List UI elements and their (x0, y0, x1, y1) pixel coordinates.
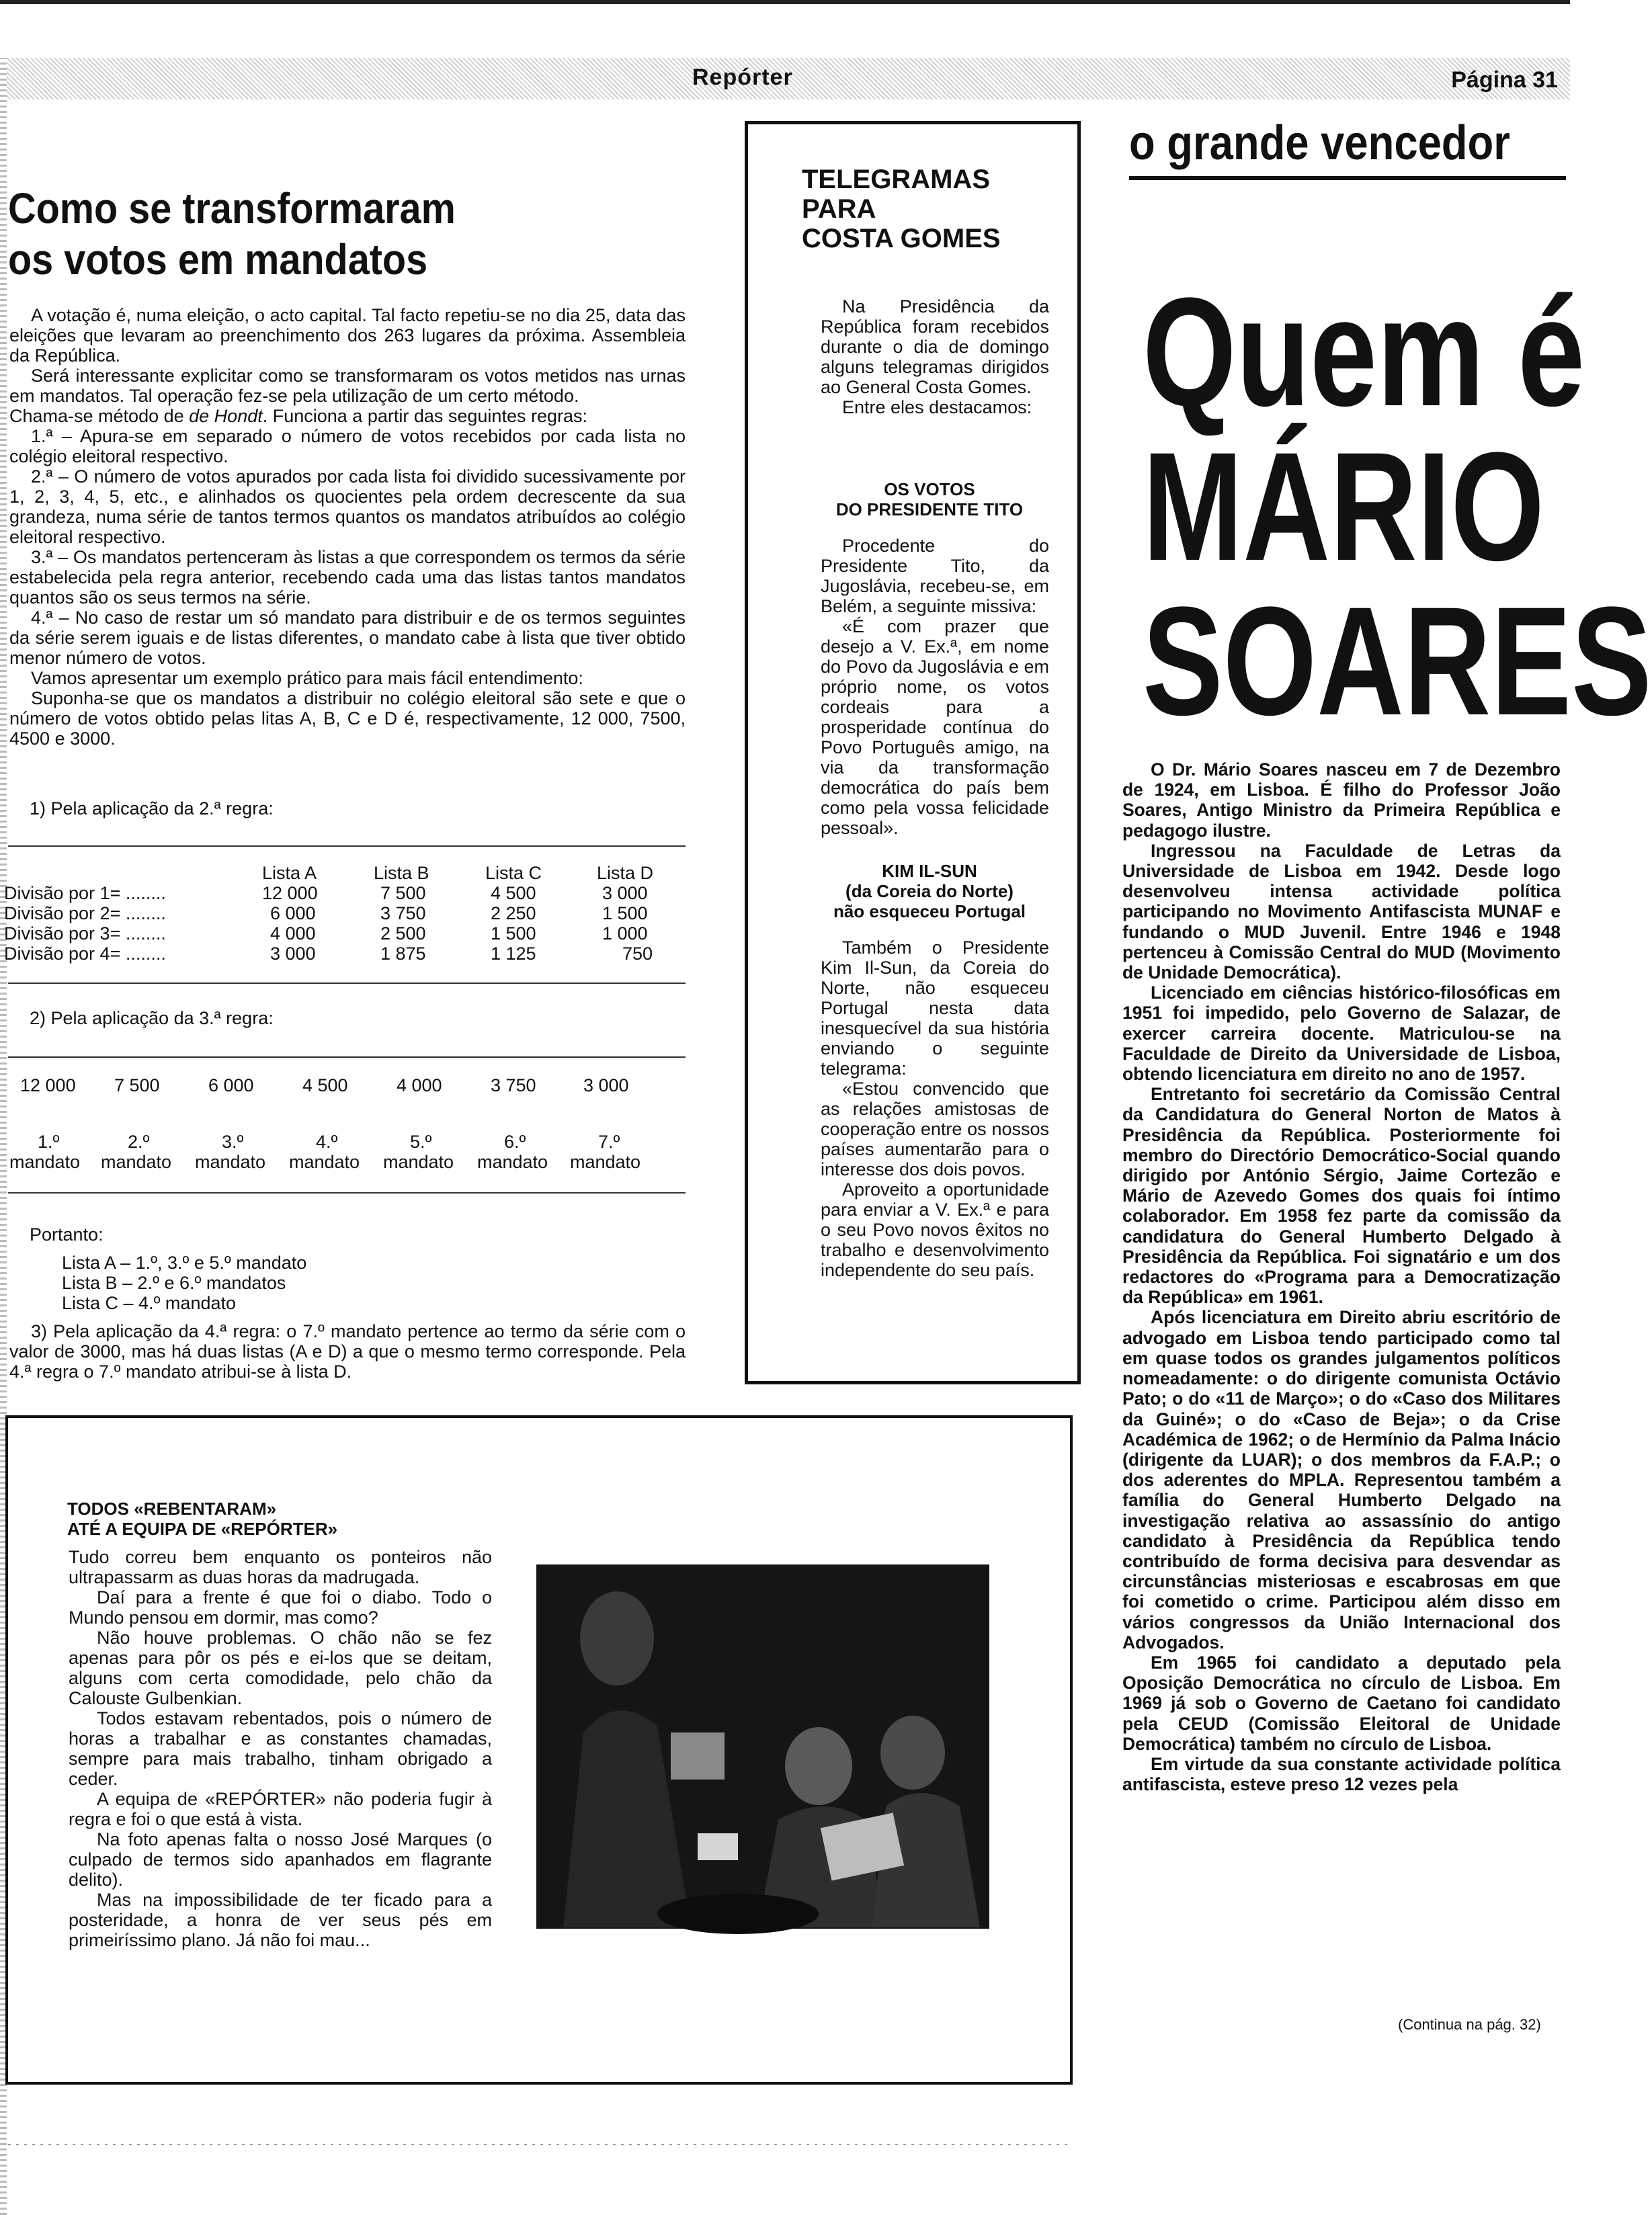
series-value: 12 000 (20, 1075, 76, 1095)
table-cell: 12 000 (262, 883, 318, 903)
row-label: Divisão por 3= ........ (4, 923, 166, 944)
mandate-number: 7.º (598, 1132, 620, 1152)
example-setup: Suponha-se que os mandatos a distribuir no colégio eleitoral são sete e que o número de votos obtido pelas litas A, B, C e D é, respectivamente, 12 000, 7500, 4500 e 3000. (9, 688, 686, 749)
row-label: Divisão por 4= ........ (4, 944, 166, 964)
table-cell: 750 (622, 944, 653, 964)
rule-2: 2.ª – O número de votos apurados por cada lista foi dividido sucessivamente por 1, 2, 3, 4, 5, etc., e alinhados os quocientes pela ordem decrescente da sua grandeza, numa série de tantos termos quantos os mandatos atribuídos ao colégio eleitoral respectivo. (9, 466, 686, 547)
mandate-number: 6.º (504, 1132, 526, 1152)
step-3-paragraph: 3) Pela aplicação da 4.ª regra: o 7.º mandato pertence ao termo da série com o valor de 3000, mas há duas listas (A e D) a que o mesmo termo corresponde. Pela 4.ª regra o 7.º mandato atribui-se à lista D. (9, 1321, 686, 1382)
article-title-line-1: Como se transformaram (8, 184, 456, 233)
mandate-word: mandato (195, 1152, 266, 1172)
rule-4: 4.ª – No caso de restar um só mandato para distribuir e de os termos seguintes da série serem iguais e de listas diferentes, o mandato cabe à lista que tiver obtido menor número de votos. (9, 608, 686, 668)
mandate-number: 4.º (316, 1132, 338, 1152)
series-value: 4 500 (302, 1075, 348, 1095)
portanto-label: Portanto: (30, 1224, 104, 1245)
mandate-word: mandato (570, 1152, 641, 1172)
table-cell: 7 500 (380, 883, 426, 903)
top-rule (0, 0, 1570, 4)
team-photo (536, 1564, 989, 1929)
table-cell: 4 000 (270, 923, 316, 944)
page-number: Página 31 (1451, 67, 1558, 93)
mandate-word: mandato (9, 1152, 81, 1172)
telegrams-title-line: COSTA GOMES (802, 224, 1001, 253)
telegrams-intro-text: Na Presidência da República foram recebidos durante o dia de domingo alguns telegramas dirigidos ao General Costa Gomes. (821, 296, 1049, 397)
method-name: de Hondt (189, 406, 263, 426)
kicker-rule (1129, 176, 1566, 180)
table-cell: 2 250 (491, 903, 536, 923)
step-2-label: 2) Pela aplicação da 3.ª regra: (30, 1008, 274, 1028)
publication-name: Repórter (692, 65, 793, 90)
continued-link[interactable]: (Continua na pág. 32) (1398, 2016, 1541, 2033)
series-table (0, 1075, 686, 1183)
bio-paragraph: Ingressou na Faculdade de Letras da Universidade de Lisboa em 1942. Desde logo desenvolveu intensa actividade política participando no Movimento Antifascista MUNAF e fundando o MUD Juvenil. Entre 1946 e 1948 pertenceu à Comissão Central do MUD (Movimento de Unidade Democrática). (1122, 840, 1561, 983)
subhead-line: OS VOTOS (884, 479, 975, 499)
bio-paragraph: O Dr. Mário Soares nasceu em 7 de Dezembro de 1924, em Lisboa. É filho do Professor João Soares, Antigo Ministro da Primeira República e pedagogo ilustre. (1122, 759, 1561, 841)
subhead-line: não esqueceu Portugal (833, 901, 1026, 921)
mandate-word: mandato (101, 1152, 172, 1172)
table-cell: 1 875 (380, 944, 426, 964)
table-top-rule (8, 845, 686, 847)
kim-message: «Estou convencido que as relações amistosas de cooperação entre os nossos países aumentarão para o interesse dos dois povos. (821, 1079, 1049, 1179)
row-label: Divisão por 1= ........ (4, 883, 166, 903)
table-header-lista-d: Lista D (597, 863, 654, 883)
bottom-dotted-line (8, 2144, 1070, 2145)
telegrams-title (802, 165, 1001, 253)
box-paragraph: Não houve problemas. O chão não se fez apenas para pôr os pés e ei-los que se deitam, alguns com certa comodidade, pelo chão da Calouste Gulbenkian. (69, 1628, 492, 1708)
sidebar-box (5, 1415, 1073, 2085)
step-3-text (9, 1321, 686, 1382)
table-bottom-rule (8, 983, 686, 984)
table-cell: 4 500 (491, 883, 536, 903)
mandate-number: 2.º (128, 1132, 150, 1152)
telegrams-title-line: TELEGRAMAS (802, 165, 990, 194)
series-value: 7 500 (114, 1075, 160, 1095)
row-label: Divisão por 2= ........ (4, 903, 166, 923)
subhead-line: KIM IL-SUN (882, 861, 977, 881)
tito-intro: Procedente do Presidente Tito, da Jugoslávia, recebeu-se, em Belém, a seguinte missiva: (821, 536, 1049, 616)
subhead-line: DO PRESIDENTE TITO (835, 499, 1024, 519)
kim-telegram (821, 937, 1049, 1280)
bio-paragraph: Em virtude da sua constante actividade política antifascista, esteve preso 12 vezes pela (1122, 1753, 1561, 1795)
result-lista-a: Lista A – 1.º, 3.º e 5.º mandato (62, 1253, 307, 1273)
bio-paragraph: Após licenciatura em Direito abriu escritório de advogado em Lisboa tendo participado como tal em quase todos os grandes julgamentos políticos nomeadamente: o do dirigente comunista Octávio Pato; o do «11 de Março»; o do «Caso dos Militares da Guiné»; o do «Caso de Beja»; o da Crise Académica de 1962; o de Hermínio da Palma Inácio (dirigente da LUAR); o dos membros da F.A.P.; o dos aderentes do MPLA. Representou também a família do General Humberto Delgado na investigação relativa ao assassínio do antigo candidato à Presidência da República tendo contribuído de forma decisiva para desvendar as circunstâncias misteriosas e escabrosas em que foi cometido o crime. Participou além disso em vários congressos da União Internacional dos Advogados. (1122, 1307, 1561, 1653)
mandate-word: mandato (383, 1152, 454, 1172)
box-heading (67, 1499, 337, 1539)
mandate-number: 1.º (38, 1132, 60, 1152)
series-value: 3 000 (583, 1075, 629, 1095)
table-cell: 1 500 (491, 923, 536, 944)
table-header-lista-c: Lista C (485, 863, 542, 883)
method-post: . Funciona a partir das seguintes regras: (262, 406, 587, 426)
article-title-line-2: os votos em mandatos (8, 235, 428, 284)
series-value: 6 000 (208, 1075, 254, 1095)
article-body (9, 305, 686, 749)
tito-telegram (821, 536, 1049, 838)
mandate-number: 5.º (410, 1132, 432, 1152)
article-title (8, 183, 613, 285)
bio-paragraph: Em 1965 foi candidato a deputado pela Oposição Democrática no círculo de Lisboa. Em 1969 já sob o Governo de Caetano foi candidato pela CEUD (Comissão Eleitoral de Unidade Democrática) também no círculo de Lisboa. (1122, 1652, 1561, 1754)
example-intro: Vamos apresentar um exemplo prático para mais fácil entendimento: (31, 668, 583, 688)
step-1-label: 1) Pela aplicação da 2.ª regra: (30, 798, 274, 819)
rule-3: 3.ª – Os mandatos pertenceram às listas a que correspondem os termos da série estabelecida pela regra anterior, recebendo cada uma das listas tantos mandatos quantos são os seus termos na série. (9, 547, 686, 608)
mandate-word: mandato (289, 1152, 360, 1172)
kicker-headline: o grande vencedor (1129, 116, 1510, 170)
box-heading-line: TODOS «REBENTARAM» (67, 1499, 277, 1519)
kim-message-2: Aproveito a oportunidade para enviar a V. Ex.ª e para o seu Povo novos êxitos no trabalho e desenvolvimento independente do seu país. (821, 1179, 1049, 1280)
table-cell: 1 125 (491, 944, 536, 964)
headline-line-2: MÁRIO (1143, 420, 1544, 593)
box-paragraph: Na foto apenas falta o nosso José Marques (o culpado de termos sido apanhados em flagrante delito). (69, 1829, 492, 1890)
tito-message: «É com prazer que desejo a V. Ex.ª, em nome do Povo da Jugoslávia e em próprio nome, os votos cordeais para a prosperidade contínua do Povo Português amigo, na via da transformação democrática do país bem como pela vossa felicidade pessoal». (821, 616, 1049, 838)
box-paragraph: Mas na impossibilidade de ter ficado para a posteridade, a honra de ver seus pés em primeiríssimo plano. Já não foi mau... (69, 1890, 492, 1950)
rule-1: 1.ª – Apura-se em separado o número de votos recebidos por cada lista no colégio eleitoral respectivo. (9, 426, 686, 466)
box-paragraph: Daí para a frente é que foi o diabo. Todo o Mundo pensou em dormir, mas como? (69, 1587, 492, 1628)
table-cell: 1 000 (602, 923, 648, 944)
table-header-lista-a: Lista A (262, 863, 317, 883)
headline-line-1: Quem é (1143, 265, 1585, 438)
division-table (0, 863, 686, 970)
series-value: 3 750 (491, 1075, 536, 1095)
mandate-word: mandato (477, 1152, 548, 1172)
headline-line-3: SOARES (1143, 575, 1652, 747)
mandate-number: 3.º (222, 1132, 244, 1152)
table-cell: 3 000 (602, 883, 648, 903)
series-value: 4 000 (397, 1075, 442, 1095)
subhead-line: (da Coreia do Norte) (845, 881, 1014, 901)
method-line (9, 406, 686, 426)
biography-body (1122, 759, 1561, 1794)
series-bottom-rule (8, 1192, 686, 1194)
results-list (62, 1253, 306, 1313)
body-paragraph: Será interessante explicitar como se transformaram os votos metidos nas urnas em mandatos. Tal operação fez-se pela utilização de um certo método. (9, 366, 686, 406)
box-paragraph: Todos estavam rebentados, pois o número de horas a trabalhar e as constantes chamadas, sempre para mais trabalho, tinham obrigado a ceder. (69, 1708, 492, 1789)
telegrams-title-line: PARA (802, 194, 876, 224)
table-cell: 1 500 (602, 903, 648, 923)
subhead-tito (788, 479, 1071, 519)
box-heading-line: ATÉ A EQUIPA DE «REPÓRTER» (67, 1519, 338, 1539)
table-cell: 2 500 (380, 923, 426, 944)
table-header-lista-b: Lista B (374, 863, 429, 883)
team-photo-illustration (536, 1564, 989, 1929)
body-paragraph: A votação é, numa eleição, o acto capital. Tal facto repetiu-se no dia 25, data das eleições que levaram ao preenchimento dos 263 lugares da próxima. Assembleia da República. (9, 305, 686, 366)
series-top-rule (8, 1056, 686, 1058)
page-header (0, 58, 1570, 99)
result-lista-b: Lista B – 2.º e 6.º mandatos (62, 1273, 286, 1293)
box-paragraph: A equipa de «REPÓRTER» não poderia fugir à regra e foi o que está à vista. (69, 1789, 492, 1829)
telegrams-intro (821, 296, 1049, 417)
table-cell: 3 000 (270, 944, 316, 964)
telegrams-box (745, 121, 1081, 1384)
table-cell: 6 000 (270, 903, 316, 923)
kim-intro: Também o Presidente Kim Il-Sun, da Coreia do Norte, não esqueceu Portugal nesta data inesquecível da sua história enviando o seguinte telegrama: (821, 937, 1049, 1079)
result-lista-c: Lista C – 4.º mandato (62, 1293, 237, 1313)
table-cell: 3 750 (380, 903, 426, 923)
bio-paragraph: Entretanto foi secretário da Comissão Central da Candidatura do General Norton de Matos à Presidência da República. Posteriormente foi membro do Directório Democrático-Social quando dirigido por António Sérgio, Jaime Cortezão e Mário de Azevedo Gomes dos quais foi íntimo colaborador. Em 1958 fez parte da comissão da candidatura do General Humberto Delgado à Presidência da República. Foi signatário e um dos redactores do «Programa para a Democratização da República» em 1961. (1122, 1084, 1561, 1308)
subhead-kim (788, 861, 1071, 921)
box-paragraph: Tudo correu bem enquanto os ponteiros não ultrapassarm as duas horas da madrugada. (69, 1547, 492, 1587)
bio-paragraph: Licenciado em ciências histórico-filosóficas em 1951 foi impedido, pelo Governo de Salazar, de exercer carreira docente. Matriculou-se na Faculdade de Direito da Universidade de Lisboa, obtendo licenciatura em direito no ano de 1957. (1122, 983, 1561, 1085)
telegrams-intro-text-2: Entre eles destacamos: (842, 397, 1032, 417)
method-pre: Chama-se método de (9, 406, 190, 426)
box-text (69, 1547, 492, 1950)
